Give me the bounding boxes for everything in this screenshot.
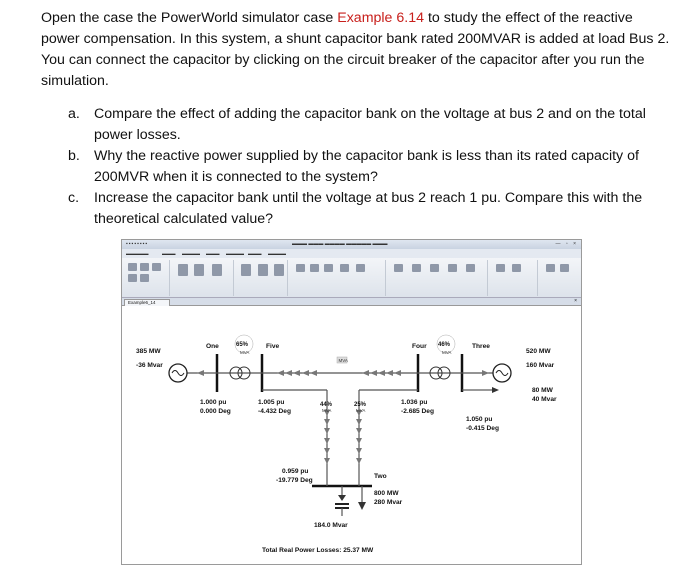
load-two-mvar: 280 Mvar — [374, 499, 403, 506]
gen-right-mvar: 160 Mvar — [526, 362, 555, 369]
question-letter: b. — [68, 148, 80, 164]
question-b — [68, 146, 673, 187]
load-three-mvar: 40 Mvar — [532, 396, 557, 403]
ribbon-tab[interactable]: ▬▬▬▬▬ — [126, 251, 149, 256]
loading-percent: 46% — [438, 342, 451, 348]
window-controls[interactable]: — ▫ × — [555, 241, 578, 247]
one-line-diagram — [122, 240, 582, 565]
bus-two-voltage: 0.959 pu — [282, 468, 309, 475]
bus-three-angle: -0.415 Deg — [466, 425, 499, 432]
bus-five-label: Five — [266, 343, 280, 350]
bus-one-angle: 0.000 Deg — [200, 408, 231, 415]
load-three-mw: 80 MW — [532, 387, 553, 394]
bus-one-label: One — [206, 343, 219, 350]
question-letter: a. — [68, 106, 80, 122]
bus-four-angle: -2.685 Deg — [401, 408, 434, 415]
bus-one-voltage: 1.000 pu — [200, 399, 227, 406]
gen-left-mw: 385 MW — [136, 348, 161, 355]
bus-five-angle: -4.432 Deg — [258, 408, 291, 415]
ribbon-tab[interactable]: ▬▬▬▬ — [182, 251, 200, 256]
gen-left-mvar: -36 Mvar — [136, 362, 163, 369]
bus-two-angle: -19.779 Deg — [276, 477, 313, 484]
ribbon-tab[interactable]: ▬▬▬▬ — [268, 251, 286, 256]
bus-four-label: Four — [412, 343, 427, 350]
intro-text-before: Open the case the PowerWorld simulator case — [41, 10, 338, 26]
question-c — [68, 188, 673, 229]
bus-two-label: Two — [374, 473, 387, 480]
close-icon[interactable]: × — [574, 298, 577, 304]
gen-right-mw: 520 MW — [526, 348, 551, 355]
loading-percent-two-four: 25% — [354, 402, 367, 408]
loading-percent: 65% — [236, 342, 249, 348]
window-title-blurred: ▬▬▬ ▬▬▬ ▬▬▬▬ ▬▬▬▬▬ ▬▬▬ — [292, 241, 388, 247]
ribbon-tab[interactable]: ▬▬▬▬ — [226, 251, 244, 256]
total-losses: Total Real Power Losses: 25.37 MW — [262, 547, 374, 554]
load-two-mw: 800 MW — [374, 490, 399, 497]
document-tab[interactable]: Example6_14 — [124, 299, 170, 306]
mva-unit-four-three: MVA — [442, 350, 452, 355]
ribbon-tab[interactable]: ▬▬▬ — [248, 251, 262, 256]
ribbon-tab[interactable]: ▬▬▬ — [206, 251, 220, 256]
bus-three-label: Three — [472, 343, 490, 350]
bus-three-voltage: 1.050 pu — [466, 416, 493, 423]
generator-one-symbol[interactable] — [169, 364, 187, 382]
mva-unit-one-five: MVA — [240, 350, 250, 355]
load-two-arrow — [358, 486, 366, 510]
quick-access-icons: ▪▪▪▪▪▪▪▪ — [126, 241, 149, 247]
capacitor-mvar: 184.0 Mvar — [314, 522, 348, 529]
intro-text-after: to study the effect of the reactive power compensation. In this system, a shunt capacitor bank rated 200MVAR is added at load Bus 2. You can connect the capacitor by clicking on the circuit breaker of the capacitor after you run the simulation. — [41, 10, 670, 89]
capacitor-bank-symbol[interactable] — [335, 486, 349, 516]
loading-percent-two-five: 44% — [320, 402, 333, 408]
example-reference: Example 6.14 — [337, 10, 425, 26]
question-text: Increase the capacitor bank until the voltage at bus 2 reach 1 pu. Compare this with the theoretical calculated value? — [94, 190, 643, 227]
intro-paragraph — [41, 8, 673, 92]
question-a — [68, 104, 673, 145]
mva-unit-two-five: MVA — [322, 408, 332, 413]
mva-unit-two-four: MVA — [356, 408, 366, 413]
load-three-arrow — [477, 387, 499, 393]
bus-five-voltage: 1.005 pu — [258, 399, 285, 406]
powerworld-screenshot — [121, 239, 582, 565]
question-text: Why the reactive power supplied by the capacitor bank is less than its rated capacity of 200MVR when it is connected to the system? — [94, 148, 639, 185]
generator-three-symbol[interactable] — [493, 364, 511, 382]
question-letter: c. — [68, 190, 80, 206]
flow-arrows — [197, 370, 489, 464]
bus-four-voltage: 1.036 pu — [401, 399, 428, 406]
question-text: Compare the effect of adding the capacitor bank on the voltage at bus 2 and on the total power losses. — [94, 106, 646, 143]
ribbon-tab[interactable]: ▬▬▬ — [162, 251, 176, 256]
line-mva-unit: MVA — [338, 358, 348, 363]
